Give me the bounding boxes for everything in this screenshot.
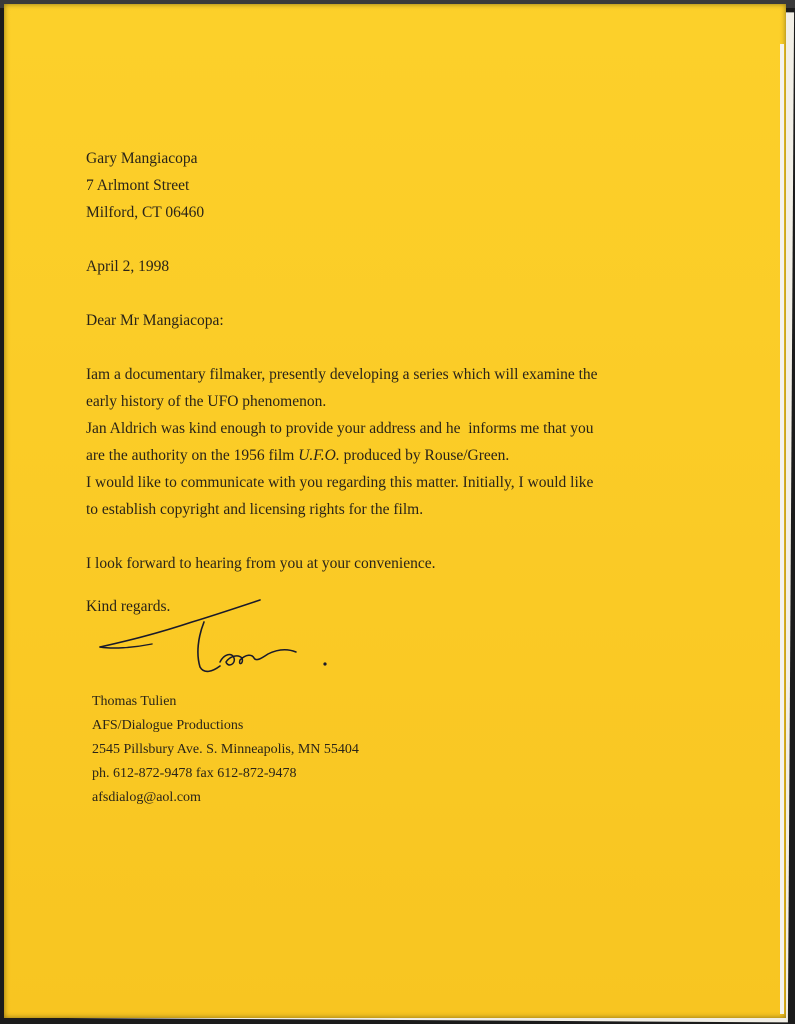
sheet-edge bbox=[780, 44, 784, 1014]
recipient-city: Milford, CT 06460 bbox=[86, 204, 205, 221]
recipient-name: Gary Mangiacopa bbox=[86, 150, 198, 167]
body-line: Jan Aldrich was kind enough to provide your address and he informs me that you bbox=[86, 420, 594, 437]
recipient-address bbox=[86, 145, 706, 226]
body-line bbox=[86, 442, 706, 469]
closing-paragraph: I look forward to hearing from you at your convenience. bbox=[86, 555, 436, 572]
sender-block bbox=[92, 690, 592, 810]
handwritten-signature-icon bbox=[92, 592, 352, 687]
body-line: Iam a documentary filmaker, presently developing a series which will examine the bbox=[86, 366, 598, 383]
body-line: early history of the UFO phenomenon. bbox=[86, 393, 327, 410]
film-title: U.F.O. bbox=[298, 447, 340, 464]
letter-body bbox=[86, 145, 706, 623]
body-line: I would like to communicate with you regarding this matter. Initially, I would like bbox=[86, 474, 594, 491]
sender-email: afsdialog@aol.com bbox=[92, 790, 201, 805]
letter-date: April 2, 1998 bbox=[86, 258, 170, 275]
salutation: Dear Mr Mangiacopa: bbox=[86, 312, 224, 329]
recipient-street: 7 Arlmont Street bbox=[86, 177, 190, 194]
sender-phone-fax: ph. 612-872-9478 fax 612-872-9478 bbox=[92, 766, 297, 781]
film-text-before: are the authority on the 1956 film bbox=[86, 447, 299, 464]
body-line: to establish copyright and licensing rights for the film. bbox=[86, 501, 424, 518]
body-paragraph bbox=[86, 361, 706, 523]
sender-name: Thomas Tulien bbox=[92, 694, 177, 709]
film-text-after: produced by Rouse/Green. bbox=[339, 447, 510, 464]
sender-address: 2545 Pillsbury Ave. S. Minneapolis, MN 55404 bbox=[92, 742, 359, 757]
closing-text: Kind regards. bbox=[86, 598, 171, 615]
sender-company: AFS/Dialogue Productions bbox=[92, 718, 244, 733]
